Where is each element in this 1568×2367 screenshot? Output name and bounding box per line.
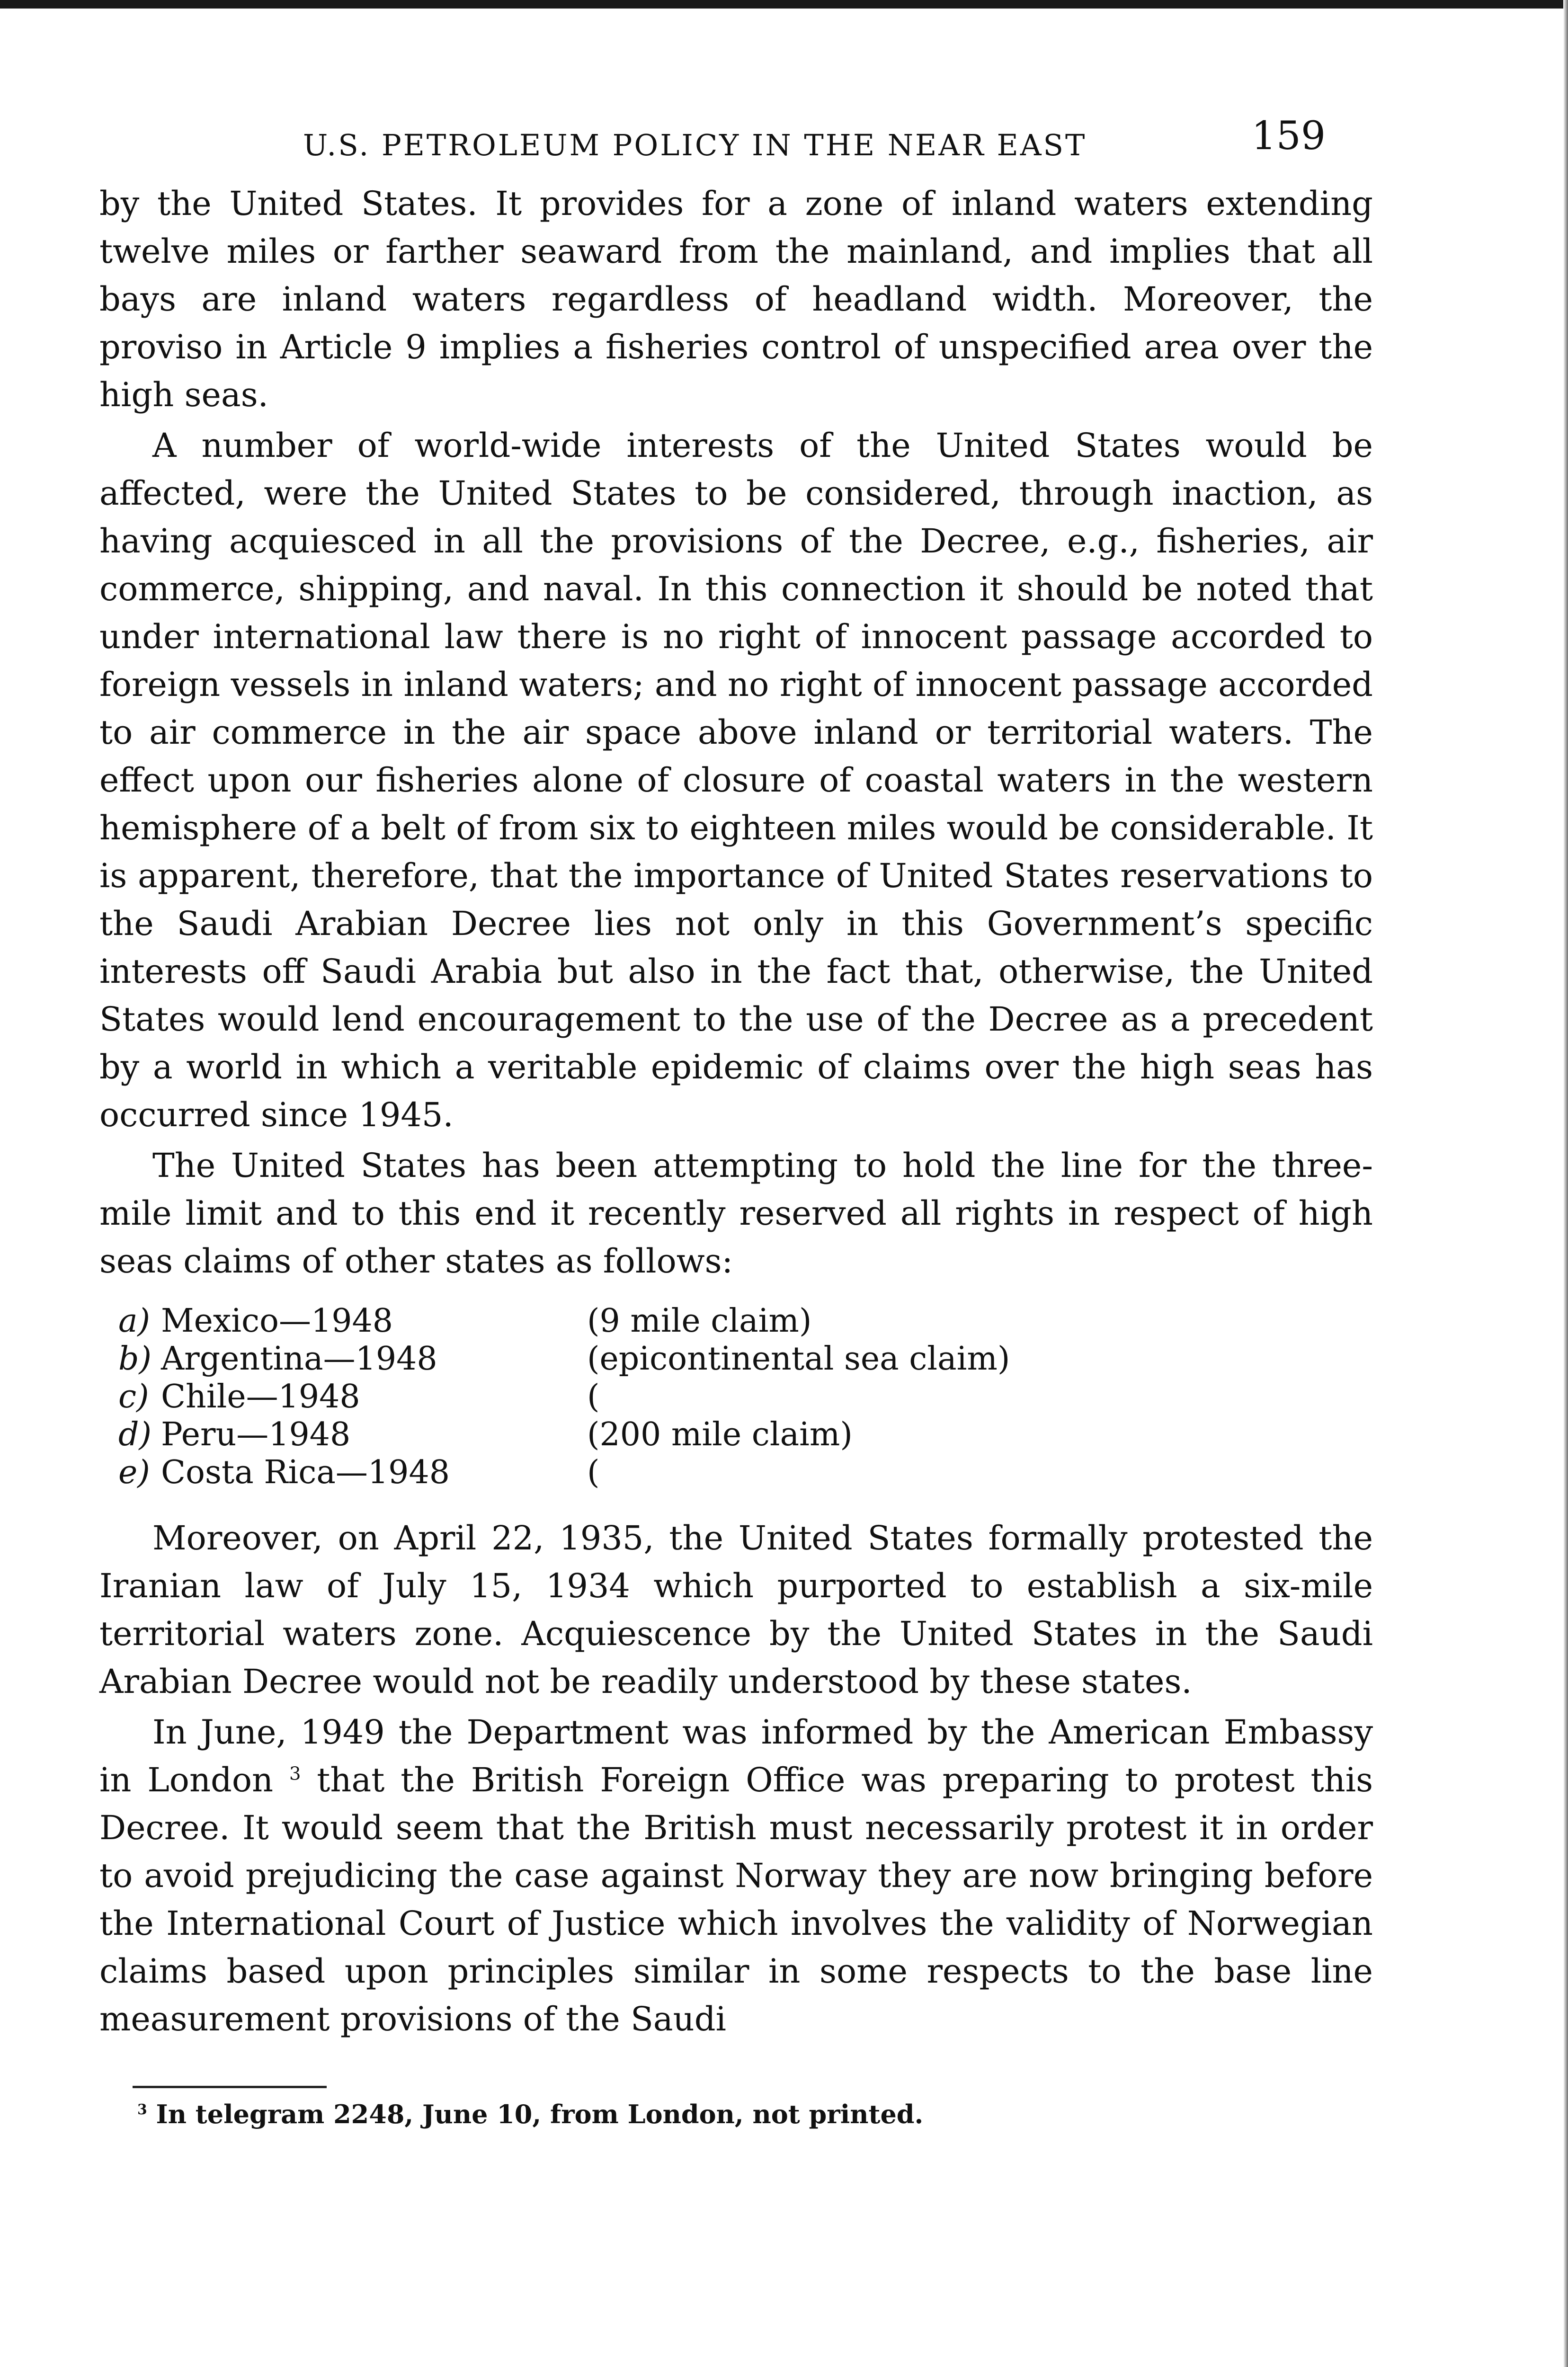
- document-page: [99, 114, 1373, 2131]
- paragraph-5: [99, 1709, 1373, 2043]
- footnote-reference: 3: [289, 1763, 301, 1785]
- claim-letter: b): [118, 1340, 152, 1378]
- paragraph-1: by the United States. It provides for a zone of inland waters extending twelve miles or farther seaward from the mainland, and implies that all bays are inland waters regardless of headland width. Moreover, the proviso in Article 9 implies a fisheries control of unspecified area over the high seas.: [99, 184, 1373, 414]
- claim-item: [118, 1378, 1373, 1416]
- page-number: 159: [1251, 114, 1326, 159]
- paragraph-4: Moreover, on April 22, 1935, the United States formally protested the Iranian law of July 15, 1934 which purported to establish a six-mile territorial waters zone. Acquiescence by the United States in the Saudi Arabian Decree would not be readily understood by these states.: [99, 1519, 1373, 1701]
- page-edge-shadow: [1563, 0, 1568, 2367]
- running-head: [99, 114, 1373, 180]
- footnote-rule: [133, 2086, 327, 2088]
- footnote-text: In telegram 2248, June 10, from London, not printed.: [156, 2099, 924, 2129]
- paragraph-3: The United States has been attempting to hold the line for the three-mile limit and to this end it recently reserved all rights in respect of high seas claims of other states as follows:: [99, 1146, 1373, 1281]
- claim-letter: e): [118, 1454, 150, 1491]
- claim-country: Costa Rica—1948: [161, 1454, 450, 1491]
- claim-item: [118, 1302, 1373, 1340]
- footnote-marker: 3: [137, 2101, 147, 2118]
- claim-item: [118, 1454, 1373, 1492]
- claim-item: [118, 1416, 1373, 1454]
- claim-note: (200 mile claim): [587, 1416, 853, 1453]
- claims-list: [118, 1302, 1373, 1492]
- claim-country: Chile—1948: [161, 1378, 360, 1415]
- paragraph-5-start: In June, 1949 the Department was informed by the American Embassy in London: [99, 1713, 1373, 1799]
- claim-note: (9 mile claim): [587, 1302, 812, 1340]
- paragraph-5-end: that the British Foreign Office was preparing to protest this Decree. It would seem that the British must necessarily protest it in order to avoid prejudicing the case against Norway they are now bringing before the International Court of Justice which involves the validity of Norwegian claims based upon principles similar in some respects to the base line measurement provisions of the Saudi: [99, 1761, 1373, 2038]
- top-edge-rule: [0, 0, 1568, 9]
- running-title: U.S. PETROLEUM POLICY IN THE NEAR EAST: [303, 128, 1087, 162]
- paragraph-2: A number of world-wide interests of the United States would be affected, were the United States to be considered, through inaction, as having acquiesced in all the provisions of the Decree, e.g., fisheries, air commerce, shipping, and naval. In this connection it should be noted that under international law there is no right of innocent passage accorded to foreign vessels in inland waters; and no right of innocent passage accorded to air commerce in the air space above inland or territorial waters. The effect upon our fisheries alone of closure of coastal waters in the western hemisphere of a belt of from six to eighteen miles would be considerable. It is apparent, therefore, that the importance of United States reservations to the Saudi Arabian Decree lies not only in this Government’s specific interests off Saudi Arabia but also in the fact that, otherwise, the United States would lend encouragement to the use of the Decree as a precedent by a world in which a veritable epidemic of claims over the high seas has occurred since 1945.: [99, 426, 1373, 1134]
- claim-letter: c): [118, 1378, 149, 1415]
- claim-country: Argentina—1948: [161, 1340, 437, 1378]
- claim-note: (epicontinental sea claim): [587, 1340, 1010, 1378]
- claim-item: [118, 1340, 1373, 1378]
- claim-note: (: [587, 1454, 600, 1491]
- claim-note: (: [587, 1378, 600, 1415]
- footnote: [137, 2098, 1373, 2131]
- claim-letter: a): [118, 1302, 151, 1340]
- claim-letter: d): [118, 1416, 152, 1453]
- claim-country: Peru—1948: [161, 1416, 351, 1453]
- claim-country: Mexico—1948: [161, 1302, 393, 1340]
- body-text: [99, 180, 1373, 2043]
